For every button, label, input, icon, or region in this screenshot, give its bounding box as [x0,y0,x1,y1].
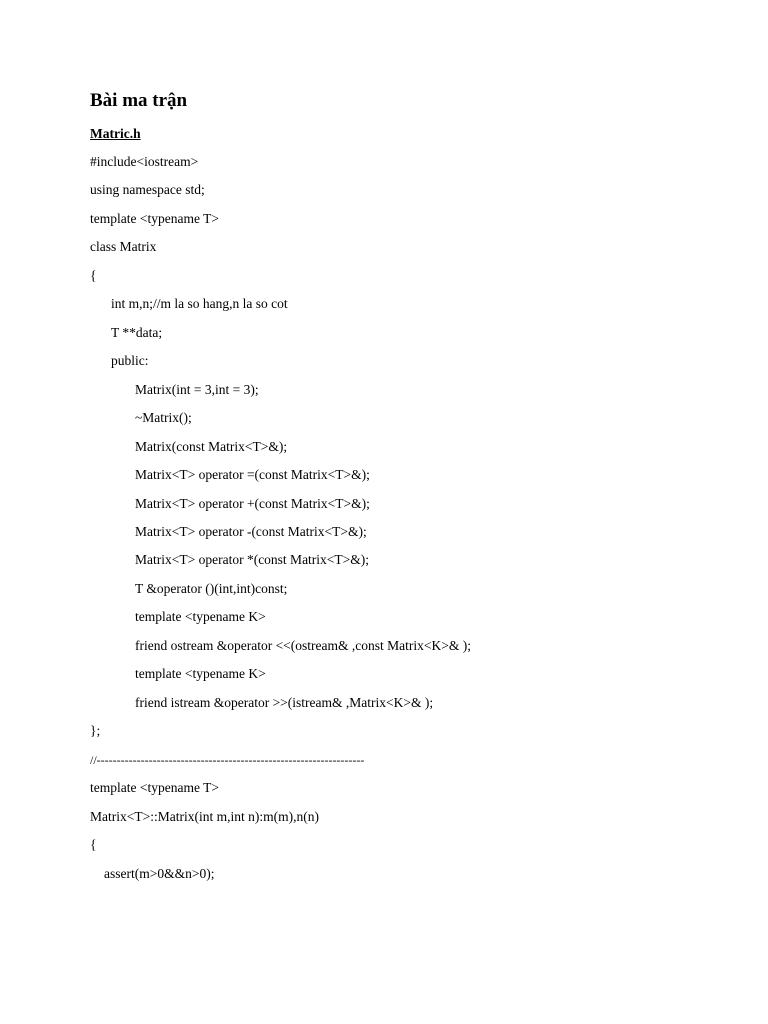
code-line: assert(m>0&&n>0); [104,866,215,881]
code-line: }; [90,723,101,738]
code-line: #include<iostream> [90,154,199,169]
document-title: Bài ma trận [90,90,188,111]
code-line: Matrix<T> operator *(const Matrix<T>&); [135,552,370,567]
code-line: friend ostream &operator <<(ostream& ,const Matrix<K>& ); [135,638,471,653]
code-line: T &operator ()(int,int)const; [135,581,288,596]
code-line: template <typename T> [90,780,219,795]
code-line: ~Matrix(); [135,410,192,425]
code-line: template <typename T> [90,211,219,226]
code-line: Matrix<T> operator =(const Matrix<T>&); [135,467,370,482]
code-line: Matrix(int = 3,int = 3); [135,382,259,397]
code-line: template <typename K> [135,666,266,681]
file-name-heading: Matric.h [90,126,141,141]
code-line: template <typename K> [135,609,266,624]
code-line: Matrix<T>::Matrix(int m,int n):m(m),n(n) [90,809,319,824]
code-line: { [90,837,97,852]
code-separator-line: //------------------------------------------------------------------- [90,753,365,767]
code-line: friend istream &operator >>(istream& ,Matrix<K>& ); [135,695,434,710]
code-line: class Matrix [90,239,157,254]
code-line: Matrix<T> operator -(const Matrix<T>&); [135,524,367,539]
code-line: Matrix(const Matrix<T>&); [135,439,288,454]
code-line: int m,n;//m la so hang,n la so cot [111,296,288,311]
code-line: public: [111,353,149,368]
code-line: { [90,268,97,283]
code-line: using namespace std; [90,182,205,197]
code-line: T **data; [111,325,163,340]
code-line: Matrix<T> operator +(const Matrix<T>&); [135,496,370,511]
